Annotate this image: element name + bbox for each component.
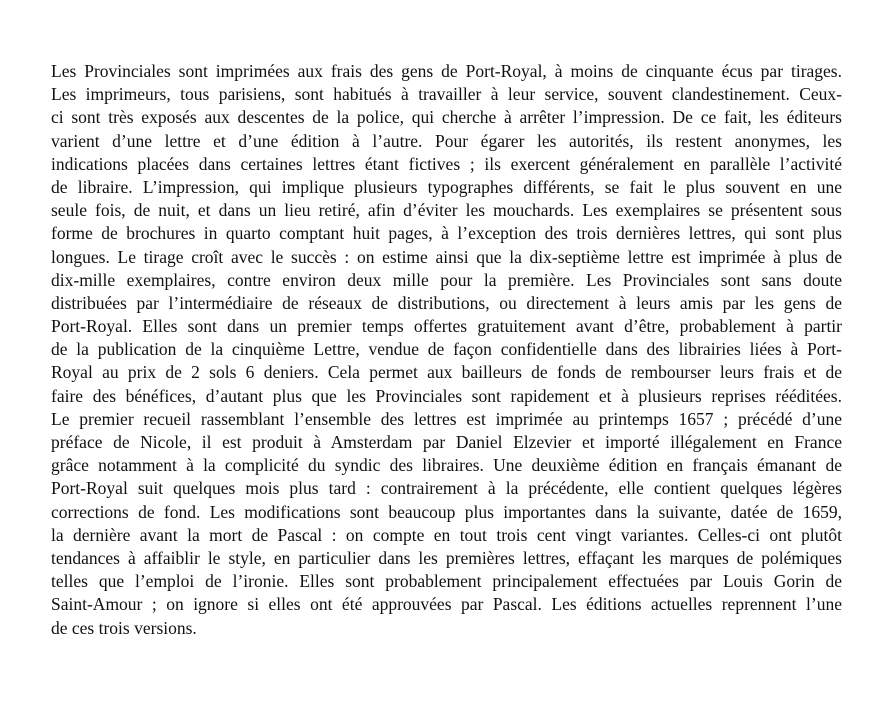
document-paragraph <box>51 60 842 640</box>
paragraph-line: indications placées dans certaines lettres étant fictives ; ils exercent généralement en parallèle l’activité <box>51 153 842 174</box>
paragraph-line: telles que l’emploi de l’ironie. Elles sont probablement principalement effectuées par Louis Gorin de <box>51 571 842 592</box>
paragraph-line: préface de Nicole, il est produit à Amsterdam par Daniel Elzevier et importé illégalement en France <box>51 432 842 452</box>
paragraph-line: Port-Royal suit quelques mois plus tard : contrairement à la précédente, elle contient quelques légères <box>51 478 842 499</box>
paragraph-line: de ces trois versions. <box>51 617 197 638</box>
paragraph-line: distribuées par l’intermédiaire de réseaux de distributions, ou directement à leurs amis par les gens de <box>51 292 842 313</box>
paragraph-line: de la publication de la cinquième Lettre, vendue de façon confidentielle dans des librairies liées à Port- <box>51 339 842 360</box>
paragraph-line: Les imprimeurs, tous parisiens, sont habitués à travailler à leur service, souvent clandestinement. Ceux- <box>51 84 842 105</box>
paragraph-line: Port-Royal. Elles sont dans un premier temps offertes gratuitement avant d’être, probablement à partir <box>51 316 842 337</box>
paragraph-line: Les Provinciales sont imprimées aux frais des gens de Port-Royal, à moins de cinquante écus par tirages. <box>51 61 842 81</box>
paragraph-line: seule fois, de nuit, et dans un lieu retiré, afin d’éviter les mouchards. Les exemplaires se présentent sous <box>51 200 842 221</box>
paragraph-line: longues. Le tirage croît avec le succès : on estime ainsi que la dix-septième lettre est imprimée à plus de <box>51 246 842 267</box>
paragraph-line: la dernière avant la mort de Pascal : on compte en tout trois cent vingt variantes. Celles-ci ont plutôt <box>51 524 842 545</box>
paragraph-line: forme de brochures in quarto comptant huit pages, à l’exception des trois dernières lettres, qui sont plus <box>51 223 842 244</box>
paragraph-line: faire des bénéfices, d’autant plus que les Provinciales sont rapidement et à plusieurs reprises rééditées. <box>51 385 842 406</box>
paragraph-line: Le premier recueil rassemblant l’ensemble des lettres est imprimée au printemps 1657 ; précédé d’une <box>51 408 842 429</box>
paragraph-line: corrections de fond. Les modifications sont beaucoup plus importantes dans la suivante, datée de 1659, <box>51 501 842 522</box>
paragraph-line: dix-mille exemplaires, contre environ deux mille pour la première. Les Provinciales sont sans doute <box>51 269 842 290</box>
paragraph-line: varient d’une lettre et d’une édition à l’autre. Pour égarer les autorités, ils restent anonymes, les <box>51 130 842 151</box>
paragraph-line: Saint-Amour ; on ignore si elles ont été approuvées par Pascal. Les éditions actuelles reprennent l’une <box>51 594 842 615</box>
paragraph-line: tendances à affaiblir le style, en particulier dans les premières lettres, effaçant les marques de polémiques <box>51 547 842 568</box>
paragraph-line: grâce notamment à la complicité du syndic des libraires. Une deuxième édition en français émanant de <box>51 455 842 476</box>
paragraph-line: de libraire. L’impression, qui implique plusieurs typographes différents, se fait le plus souvent en une <box>51 176 842 197</box>
paragraph-line: ci sont très exposés aux descentes de la police, qui cherche à arrêter l’impression. De ce fait, les éditeurs <box>51 107 842 128</box>
paragraph-line: Royal au prix de 2 sols 6 deniers. Cela permet aux bailleurs de fonds de rembourser leurs frais et de <box>51 362 842 383</box>
